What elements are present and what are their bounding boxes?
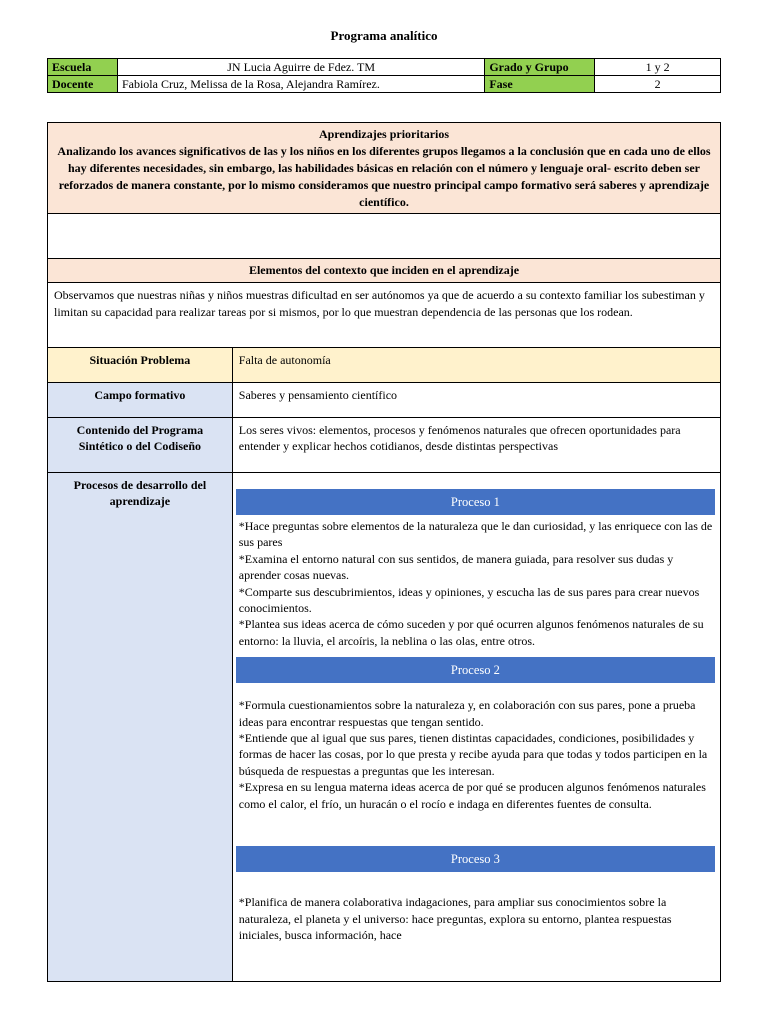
- proceso-2-header: Proceso 2: [236, 657, 715, 683]
- proceso-2-text: [233, 697, 720, 812]
- procesos-cell: [232, 473, 720, 982]
- fase-value: 2: [595, 76, 721, 93]
- fase-label: Fase: [485, 76, 595, 93]
- proceso-2-line: *Formula cuestionamientos sobre la naturaleza y, en colaboración con sus pares, pone a prueba ideas para encontrar respuestas que tengan sentido.: [238, 698, 696, 729]
- proceso-1-line: *Comparte sus descubrimientos, ideas y opiniones, y escucha las de sus pares para crear nuevos conocimientos.: [238, 584, 700, 616]
- procesos-label: Procesos de desarrollo del aprendizaje: [48, 473, 233, 982]
- proceso-1-line: *Examina el entorno natural con sus sentidos, de manera guiada, para resolver sus dudas y aprender cosas nuevas.: [238, 551, 674, 583]
- docente-value: Fabiola Cruz, Melissa de la Rosa, Alejandra Ramírez.: [117, 76, 484, 93]
- campo-label: Campo formativo: [48, 383, 233, 418]
- contexto-text: Observamos que nuestras niñas y niños muestras dificultad en ser autónomos ya que de acuerdo a su contexto familiar los subestiman y limitan su capacidad para realizar tareas por si mismos, por lo que muestran dependencia de las personas que los rodean.: [48, 283, 721, 348]
- escuela-value: JN Lucia Aguirre de Fdez. TM: [117, 59, 484, 76]
- grado-label: Grado y Grupo: [485, 59, 595, 76]
- situacion-value: Falta de autonomía: [232, 348, 720, 383]
- contenido-label: Contenido del Programa Sintético o del Codiseño: [48, 418, 233, 473]
- proceso-1-header: Proceso 1: [236, 489, 715, 515]
- docente-label: Docente: [48, 76, 118, 93]
- proceso-2-line: *Expresa en su lengua materna ideas acerca de por qué se producen algunos fenómenos naturales como el calor, el frío, un huracán o el rocío e indaga en diferentes fuentes de consulta.: [238, 780, 706, 811]
- proceso-1-line: *Plantea sus ideas acerca de cómo suceden y por qué ocurren algunos fenómenos naturales de su entorno: la lluvia, el arcoíris, la neblina o las olas, entre otros.: [238, 617, 704, 648]
- aprendizajes-text: Analizando los avances significativos de las y los niños en los diferentes grupos llegamos a la conclusión que en cada uno de ellos hay diferentes necesidades, sin embargo, las habilidades básicas en relación con el número y lenguaje oral- escrito deben ser reforzados de manera constante, por lo mismo consideramos que nuestro principal campo formativo será saberes y aprendizaje científico.: [57, 144, 711, 209]
- aprendizajes-section: [48, 123, 721, 214]
- proceso-2-line: *Entiende que al igual que sus pares, tienen distintas capacidades, condiciones, posibilidades y formas de hacer las cosas, por lo que presta y recibe ayuda para que todas y todos participen en la búsqueda de respuestas a preguntas que les interesan.: [238, 731, 708, 778]
- aprendizajes-heading: Aprendizajes prioritarios: [318, 127, 450, 141]
- campo-value: Saberes y pensamiento científico: [232, 383, 720, 418]
- proceso-3-header: Proceso 3: [236, 846, 715, 872]
- grado-value: 1 y 2: [595, 59, 721, 76]
- empty-row: [48, 214, 721, 259]
- contenido-value: Los seres vivos: elementos, procesos y fenómenos naturales que ofrecen oportunidades para entender y explicar hechos cotidianos, desde distintas perspectivas: [232, 418, 720, 473]
- analytic-table: [47, 122, 721, 982]
- proceso-3-line: *Planifica de manera colaborativa indagaciones, para ampliar sus conocimientos sobre la naturaleza, el planeta y el universo: hace preguntas, explora su entorno, plantea respuestas iniciales, busca información, hace: [238, 895, 672, 942]
- proceso-1-text: [233, 518, 720, 649]
- proceso-3-text: [233, 894, 720, 943]
- escuela-label: Escuela: [48, 59, 118, 76]
- proceso-1-line: *Hace preguntas sobre elementos de la naturaleza que le dan curiosidad, y las enriquece con las de sus pares: [238, 519, 713, 550]
- info-table: [47, 58, 721, 93]
- contexto-heading: Elementos del contexto que inciden en el aprendizaje: [48, 259, 721, 283]
- situacion-label: Situación Problema: [48, 348, 233, 383]
- page-title: Programa analítico: [330, 28, 438, 43]
